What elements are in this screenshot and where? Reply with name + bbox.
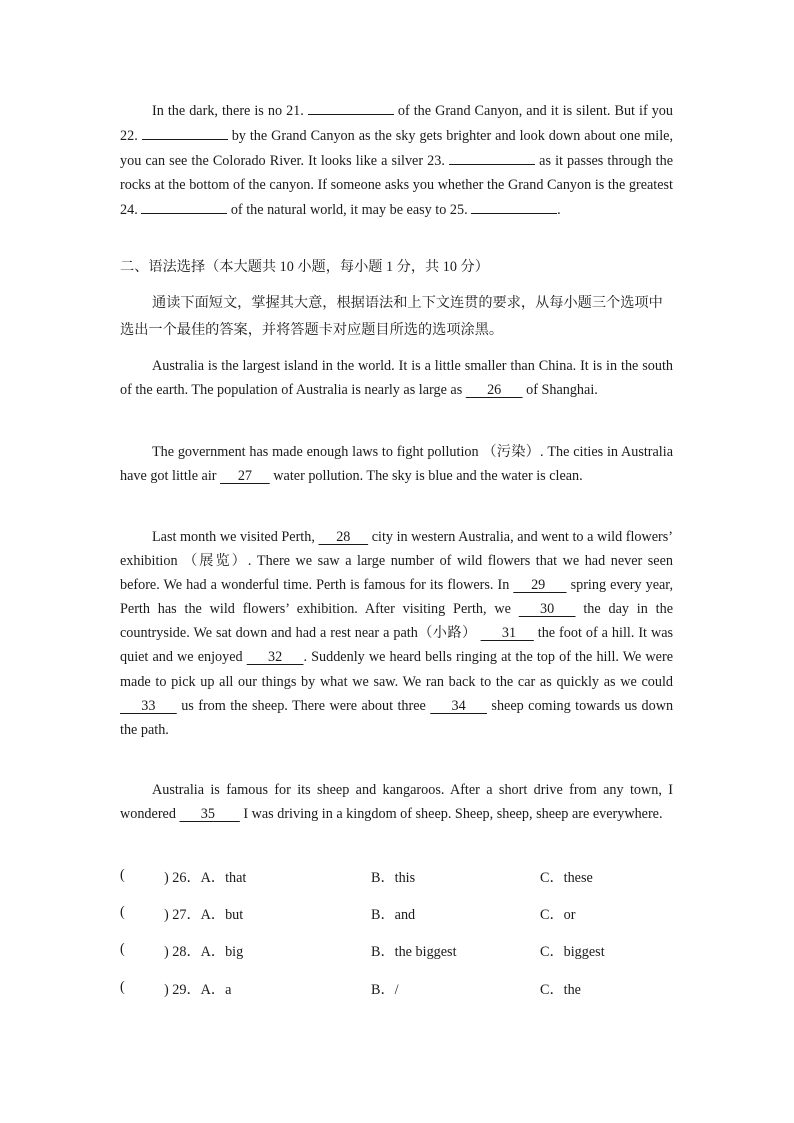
answer-paren-open[interactable]: ( (120, 979, 125, 995)
answer-blank-23[interactable] (449, 148, 535, 165)
paragraph-text: city in western Australia, and went to a wild flowers’ exhibition （展览）. There we saw a large number of wild flowers that we had never seen before. We had a wonderful time. Perth is famous for its flowers. In (120, 529, 674, 594)
option-a[interactable]: ) 28．A．big (164, 944, 244, 960)
answer-blank-28[interactable]: 28 (318, 529, 369, 545)
answer-blank-24[interactable] (141, 197, 227, 214)
option-c[interactable]: C．the (540, 982, 581, 998)
answer-blank-33[interactable]: 33 (120, 697, 177, 714)
question-row-27 (120, 904, 680, 924)
question-row-26 (120, 867, 680, 887)
section-heading: 二、语法选择（本大题共 10 小题，每小题 1 分，共 10 分） (120, 259, 489, 275)
answer-blank-32[interactable]: 32 (246, 649, 304, 666)
reading-paragraph-grand-canyon (120, 98, 673, 222)
paragraph-text: . (557, 202, 561, 219)
option-c[interactable]: C．biggest (540, 944, 605, 960)
answer-blank-29[interactable]: 29 (513, 577, 567, 594)
answer-blank-30[interactable]: 30 (518, 601, 576, 618)
paragraph-text: . Suddenly we heard bells ringing at the top of the hill. We were made to pick up all our things by what we saw. We ran back to the car as quickly as we could (120, 649, 673, 690)
answer-blank-31[interactable]: 31 (480, 625, 534, 642)
option-a[interactable]: ) 27．A．but (164, 907, 244, 923)
answer-paren-open[interactable]: ( (120, 904, 125, 920)
passage-paragraph-australia (120, 354, 673, 402)
option-c[interactable]: C．these (540, 870, 593, 886)
answer-blank-26[interactable]: 26 (465, 382, 523, 399)
instructions-text: 通读下面短文，掌握其大意，根据语法和上下文连贯的要求，从每小题三个选项中选出一个最佳的答案，并将答题卡对应题目所选的选项涂黑。 (120, 295, 663, 338)
option-c[interactable]: C．or (540, 907, 576, 923)
paragraph-text: of Shanghai. (526, 382, 598, 399)
passage-paragraph-sheep (120, 778, 673, 826)
paragraph-text: The government has made enough laws to fight pollution （污染）. The cities in Australia have got little air (120, 444, 673, 485)
answer-blank-27[interactable]: 27 (220, 468, 270, 485)
paragraph-text: I was driving in a kingdom of sheep. Sheep, sheep, sheep are everywhere. (243, 806, 663, 823)
answer-blank-25[interactable] (471, 197, 557, 214)
answer-blank-21[interactable] (308, 98, 394, 115)
section-instructions (120, 290, 673, 344)
paragraph-text: sheep coming towards us down the path. (120, 697, 674, 738)
answer-blank-22[interactable] (142, 123, 228, 140)
paragraph-text: the foot of a hill. It was quiet and we enjoyed (120, 625, 674, 666)
paragraph-text: Last month we visited Perth, (152, 529, 315, 545)
paragraph-text: In the dark, there is no 21. (152, 103, 304, 119)
paragraph-text: as it passes through the rocks at the bottom of the canyon. If someone asks you whether the Grand Canyon is the greatest 24. (120, 153, 673, 219)
option-b[interactable]: B．and (371, 907, 416, 923)
paragraph-text: of the Grand Canyon, and it is silent. But if you 22. (120, 103, 673, 145)
paragraph-text: of the natural world, it may be easy to 25. (230, 202, 468, 219)
paragraph-text: Australia is the largest island in the world. It is a little smaller than China. It is in the south of the earth. The population of Australia is nearly as large as (120, 358, 673, 399)
answer-blank-34[interactable]: 34 (430, 697, 487, 714)
passage-paragraph-perth (120, 525, 673, 742)
option-b[interactable]: B．the biggest (371, 944, 457, 960)
answer-paren-open[interactable]: ( (120, 941, 125, 957)
option-a[interactable]: ) 26．A．that (164, 870, 247, 886)
paragraph-text: Australia is famous for its sheep and kangaroos. After a short drive from any town, I wondered (120, 782, 673, 823)
option-a[interactable]: ) 29．A．a (164, 982, 232, 998)
answer-paren-open[interactable]: ( (120, 867, 125, 883)
passage-paragraph-pollution (120, 440, 673, 488)
paragraph-text: spring every year, Perth has the wild flowers’ exhibition. After visiting Perth, we (120, 577, 674, 618)
answer-blank-35[interactable]: 35 (179, 806, 240, 823)
paragraph-text: us from the sheep. There were about three (181, 697, 426, 714)
option-b[interactable]: B．this (371, 870, 416, 886)
question-row-28 (120, 941, 680, 961)
paragraph-text: the day in the countryside. We sat down and had a rest near a path（小路） (120, 601, 673, 642)
paragraph-text: water pollution. The sky is blue and the water is clean. (273, 468, 583, 485)
question-row-29 (120, 979, 680, 999)
paragraph-text: by the Grand Canyon as the sky gets brighter and look down about one mile, you can see the Colorado River. It looks like a silver 23. (120, 128, 674, 170)
option-b[interactable]: B．/ (371, 982, 399, 998)
